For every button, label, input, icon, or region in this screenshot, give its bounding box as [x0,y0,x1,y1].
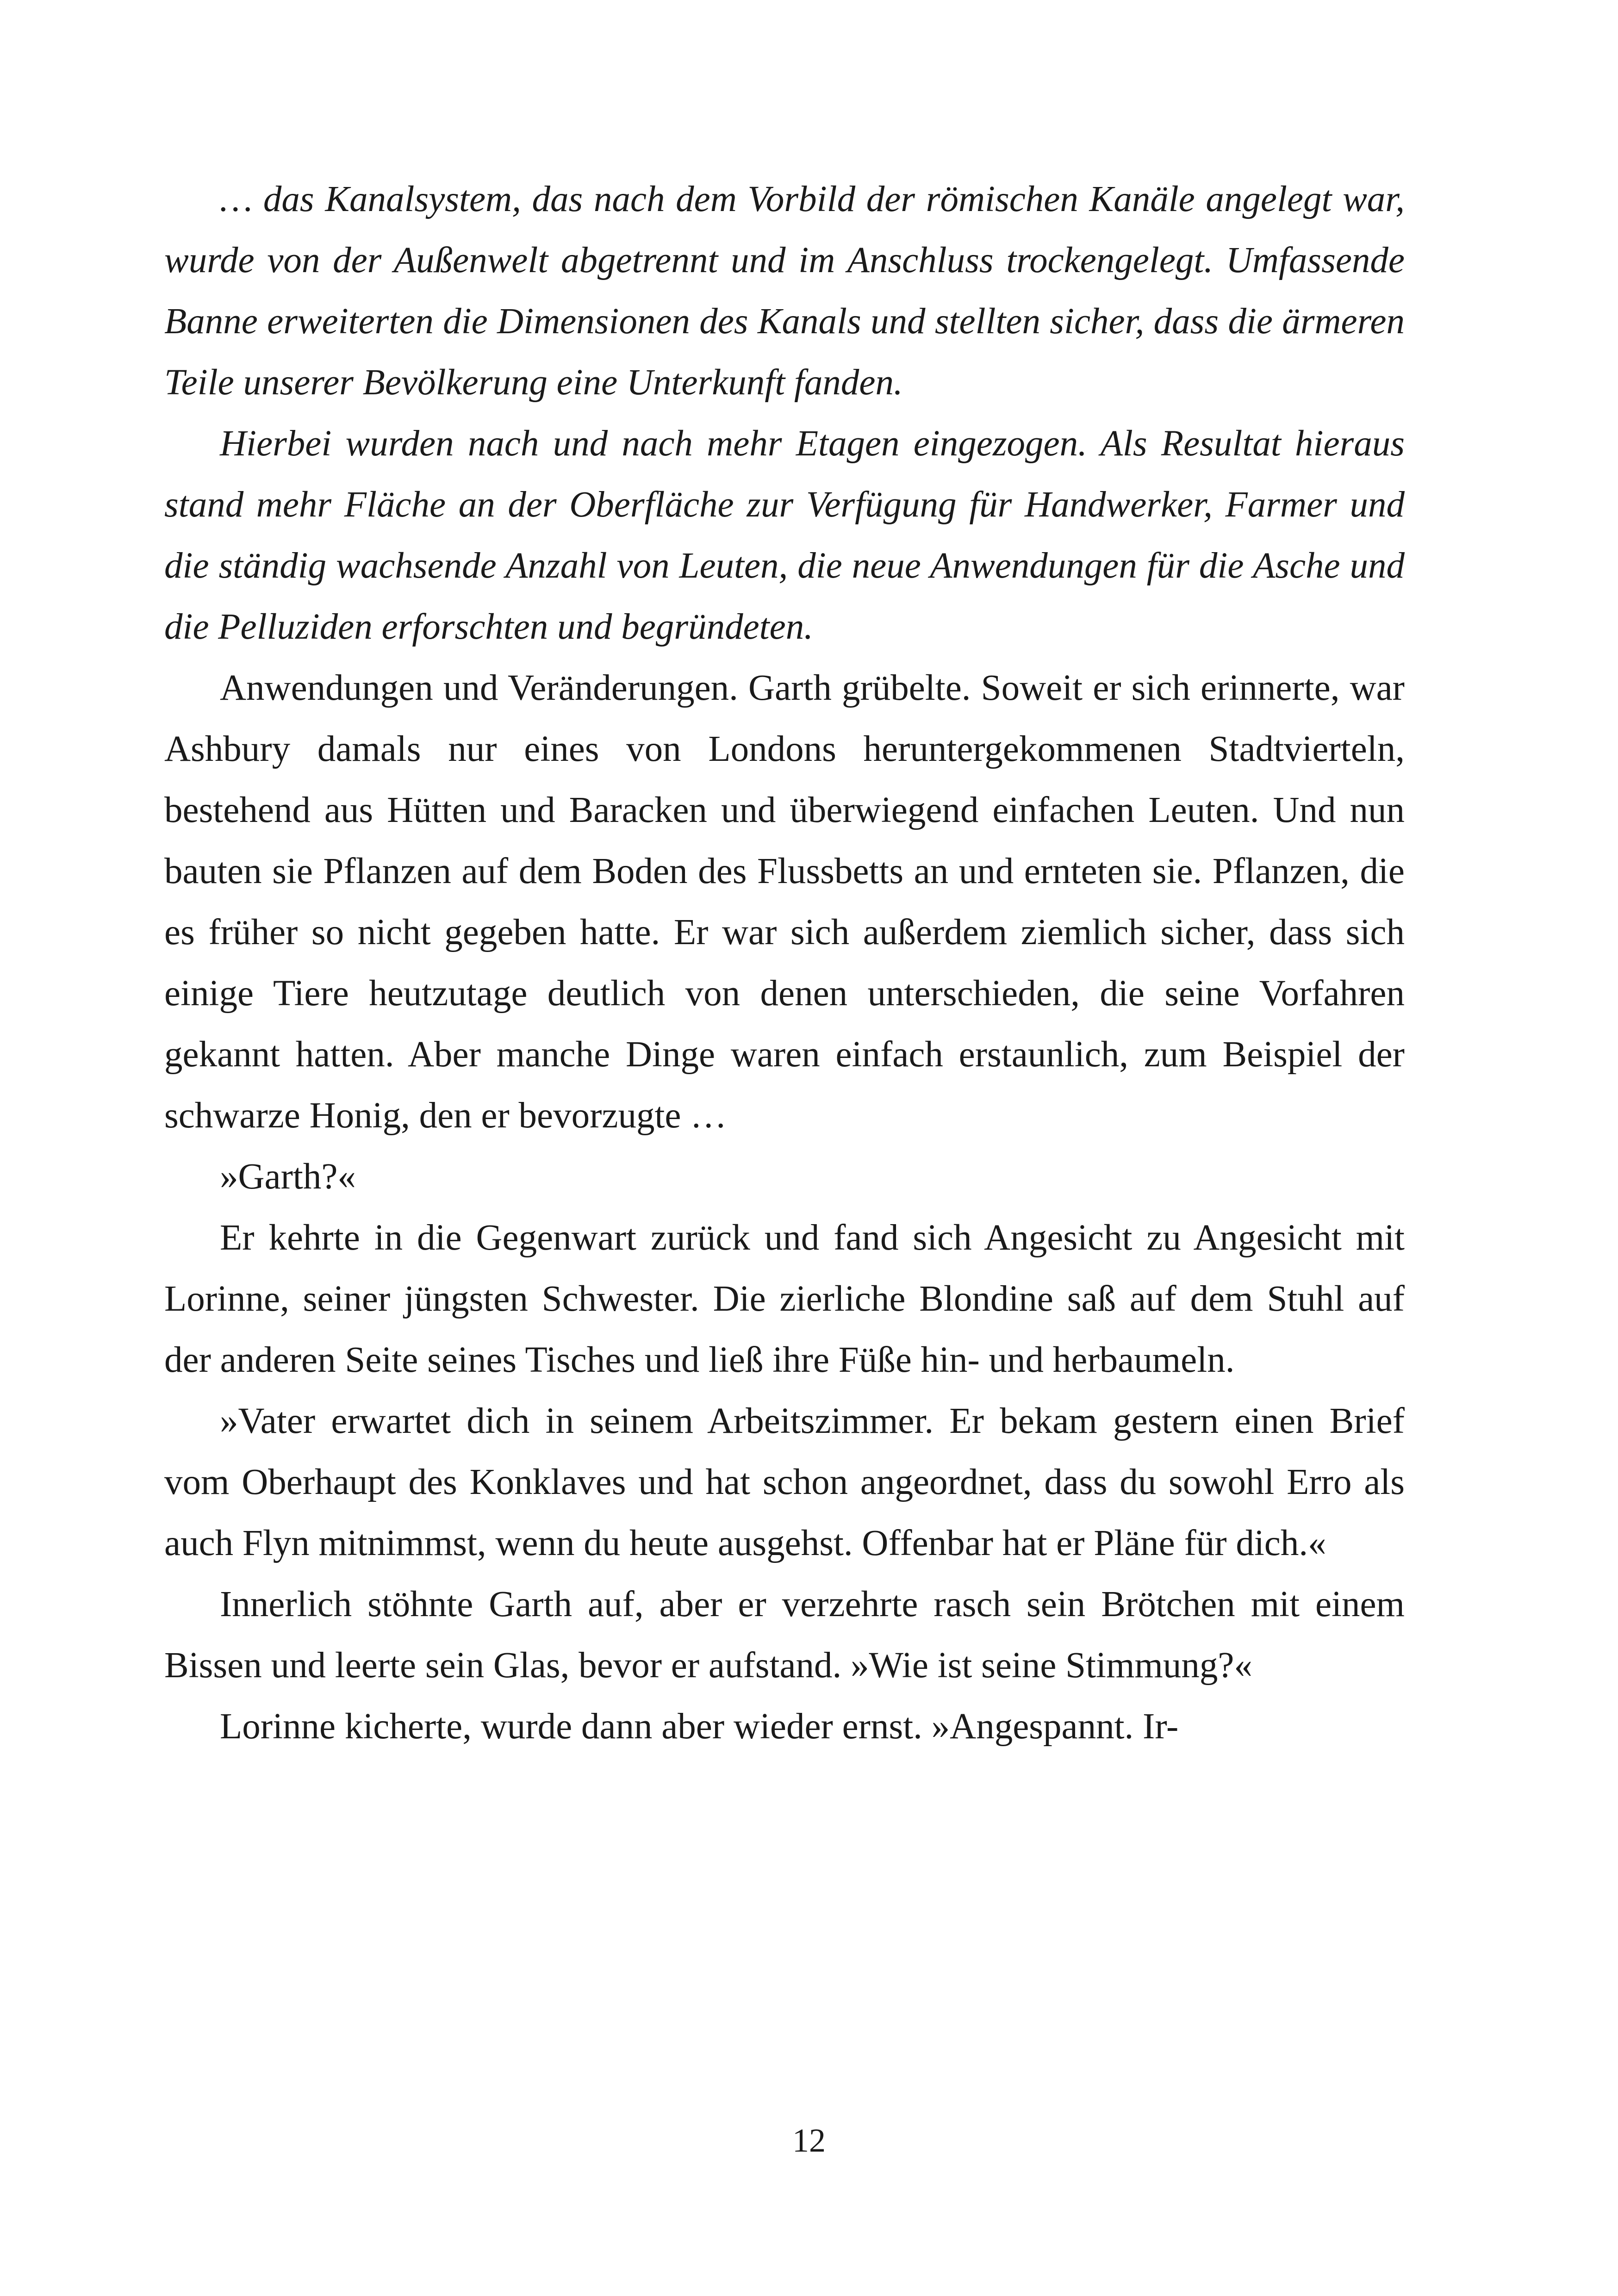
paragraph-5: Er kehrte in die Gegenwart zurück und fand sich Angesicht zu Angesicht mit Lorinne, seiner jüngsten Schwester. Die zierliche Blondine saß auf dem Stuhl auf der anderen Seite seines Tisches und ließ ihre Füße hin- und herbaumeln. [164,1218,1405,1380]
page-number: 12 [792,2122,826,2159]
paragraph-8: Lorinne kicherte, wurde dann aber wieder ernst. »Angespannt. Ir- [220,1706,1179,1747]
paragraph-3: Anwendungen und Veränderungen. Garth grübelte. Soweit er sich erinnerte, war Ashbury damals nur eines von Londons heruntergekommenen Stadtvierteln, bestehend aus Hütten und Baracken und überwiegend einfachen Leuten. Und nun bauten sie Pflanzen auf dem Boden des Flussbetts an und ernteten sie. Pflanzen, die es früher so nicht gegeben hatte. Er war sich außerdem ziemlich sicher, dass sich einige Tiere heutzutage deutlich von denen unterschieden, die seine Vorfahren gekannt hatten. Aber manche Dinge waren einfach erstaunlich, zum Beispiel der schwarze Honig, den er bevorzugte … [164,668,1405,1136]
paragraph-4: »Garth?« [220,1157,356,1197]
italic-paragraph-2: Hierbei wurden nach und nach mehr Etagen eingezogen. Als Resultat hieraus stand mehr Fläche an der Oberfläche zur Verfügung für Handwerker, Farmer und die ständig wachsende Anzahl von Leuten, die neue Anwendungen für die Asche und die Pelluziden erforschten und begründeten. [164,423,1405,647]
paragraph-6: »Vater erwartet dich in seinem Arbeitszimmer. Er bekam gestern einen Brief vom Oberhaupt des Konklaves und hat schon angeordnet, dass du sowohl Erro als auch Flyn mitnimmst, wenn du heute ausgehst. Offenbar hat er Pläne für dich.« [164,1401,1405,1563]
body-text [164,169,1405,1757]
paragraph-7: Innerlich stöhnte Garth auf, aber er verzehrte rasch sein Brötchen mit einem Bissen und leerte sein Glas, bevor er aufstand. »Wie ist seine Stimmung?« [164,1584,1405,1686]
italic-paragraph-1: … das Kanalsystem, das nach dem Vorbild der römischen Kanäle angelegt war, wurde von der Außenwelt abgetrennt und im Anschluss trockengelegt. Umfassende Banne erweiterten die Dimensionen des Kanals und stellten sicher, dass die ärmeren Teile unserer Bevölkerung eine Unterkunft fanden. [164,179,1405,403]
